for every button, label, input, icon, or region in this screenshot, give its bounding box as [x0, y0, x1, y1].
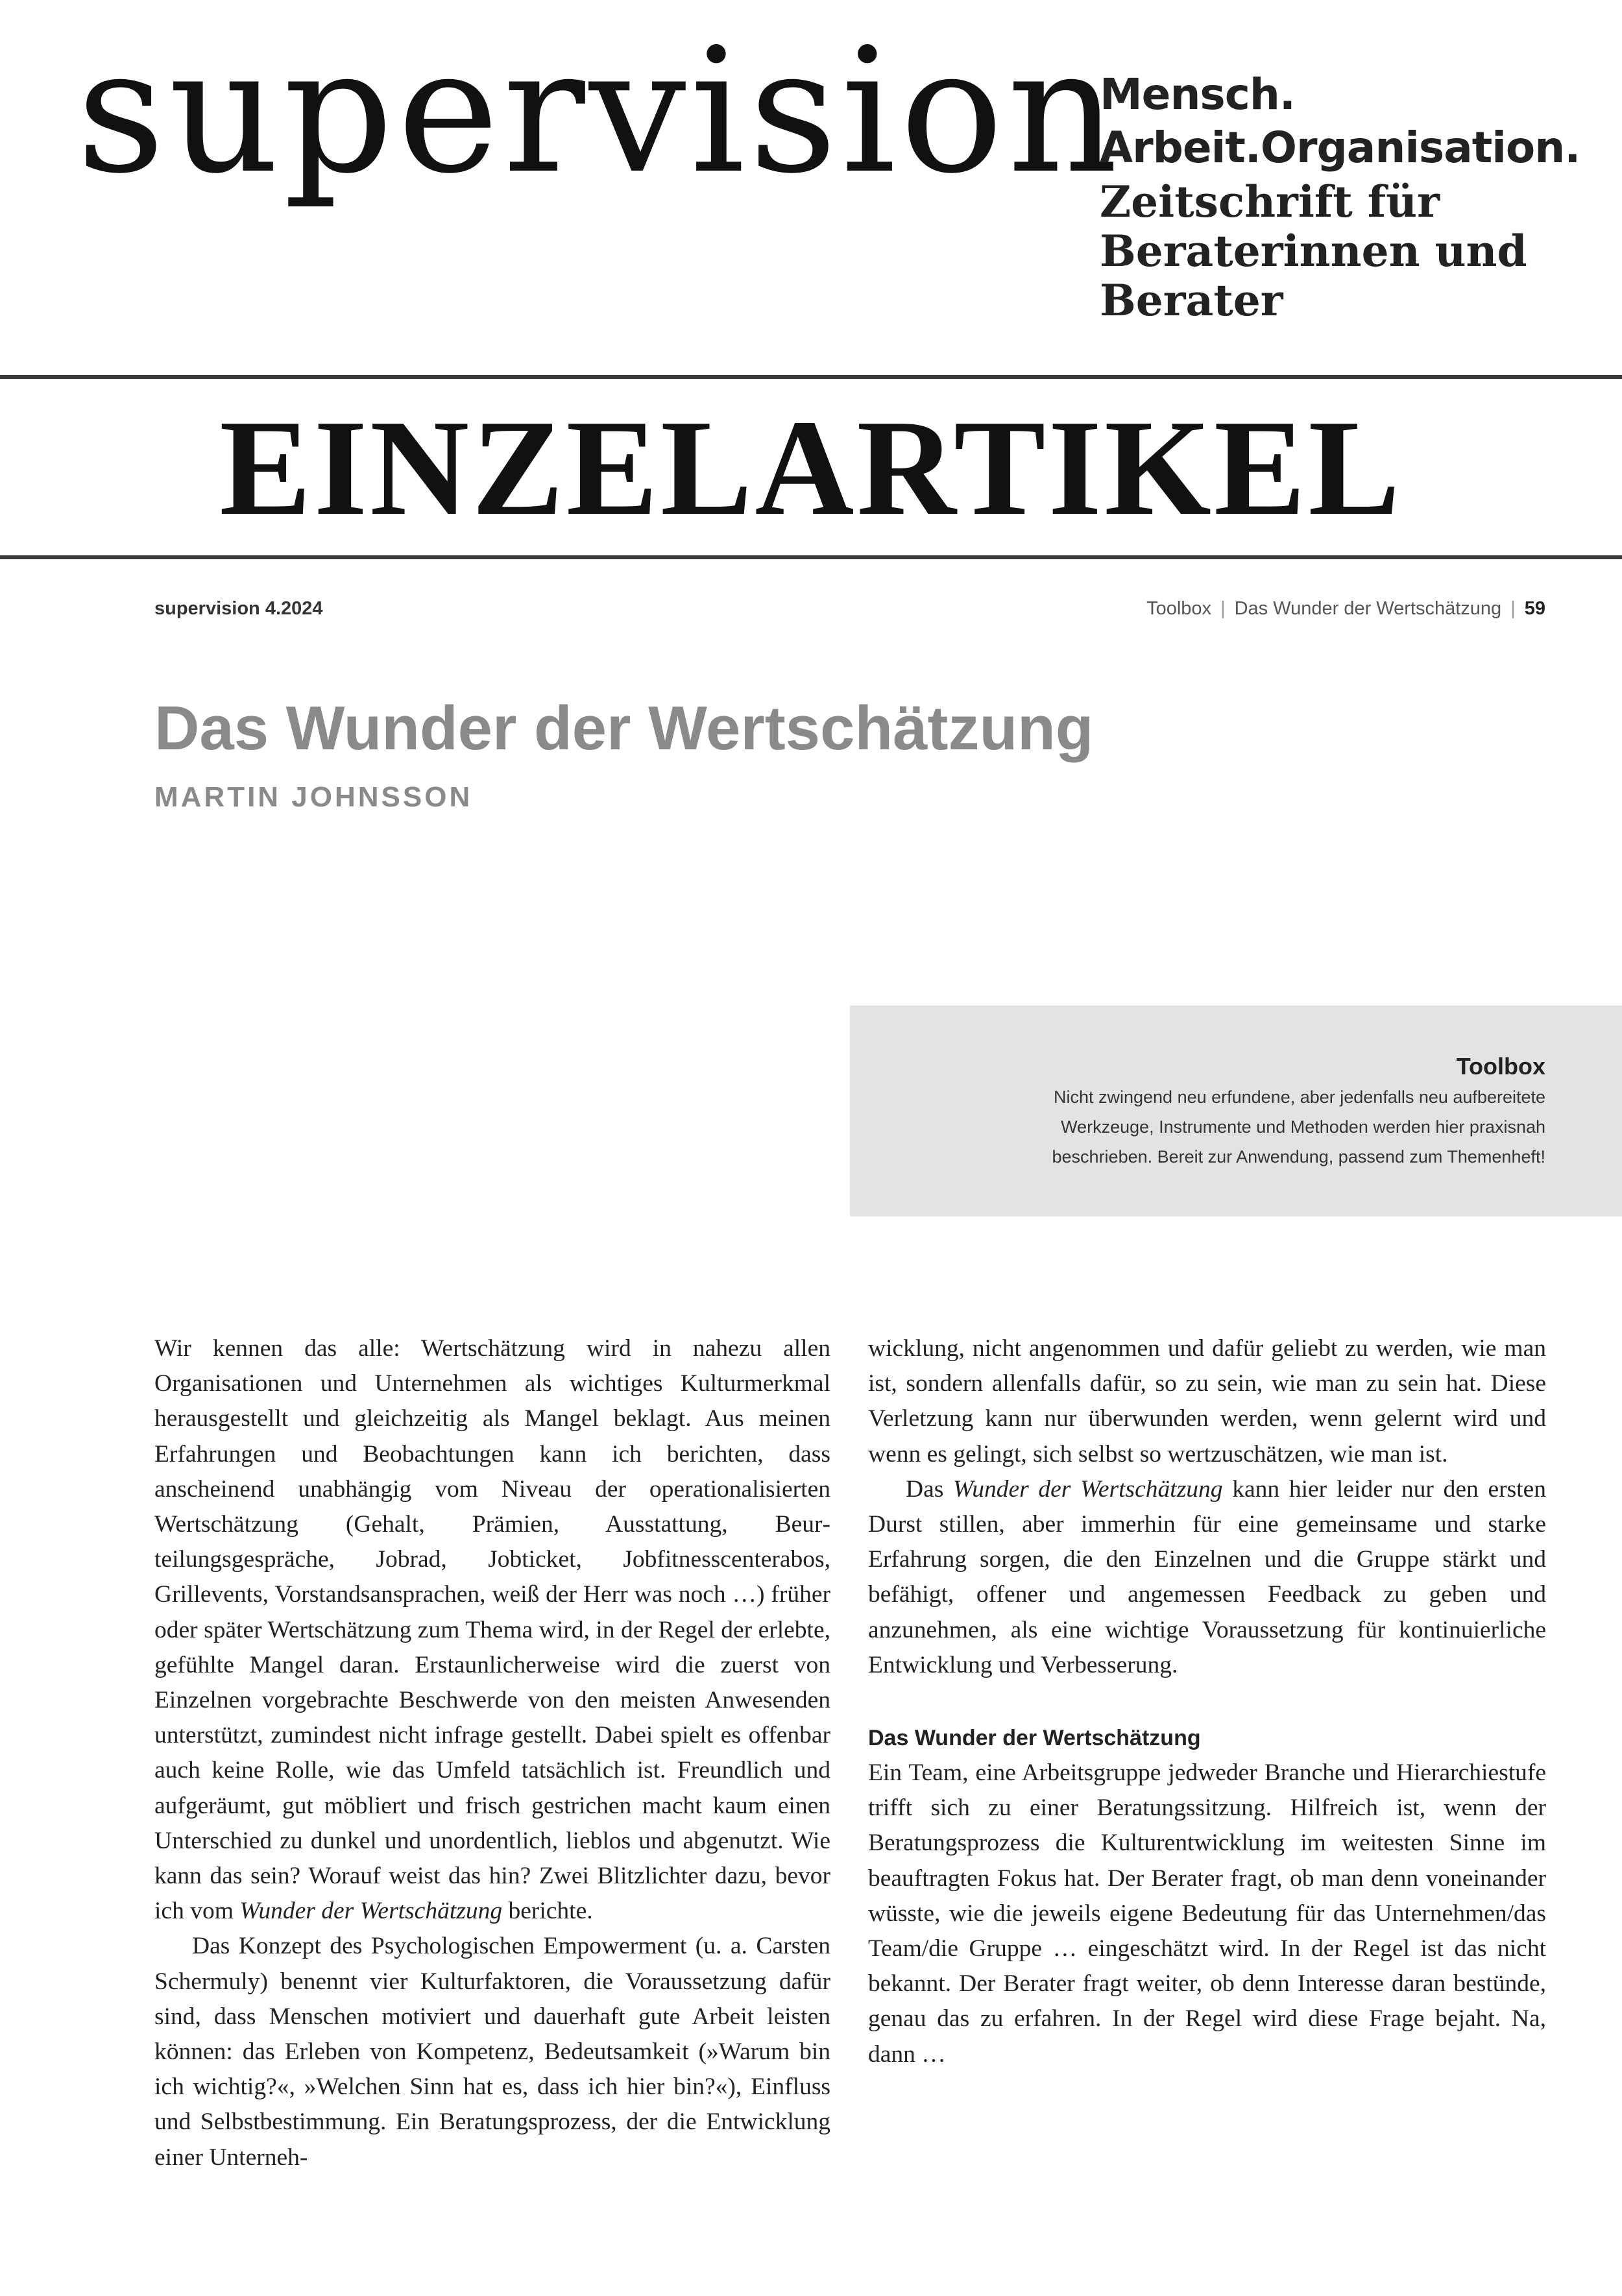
body-text: Das: [906, 1475, 954, 1503]
tagline-berater: Berater: [1100, 275, 1283, 326]
toolbox-text-line: Nicht zwingend neu erfundene, aber jedenfalls neu aufbereitete: [1053, 1087, 1545, 1107]
toolbox-box: [850, 1006, 1622, 1216]
tagline-mensch: Mensch.: [1100, 69, 1295, 119]
journal-tagline: [1100, 68, 1593, 325]
journal-logo: supervision: [77, 12, 1122, 211]
body-column-right: [868, 1331, 1546, 2072]
body-column-left: [154, 1331, 830, 2175]
page-number: 59: [1524, 598, 1545, 619]
body-emphasis: Wunder der Wertschätzung: [953, 1475, 1223, 1503]
body-paragraph: wicklung, nicht angenommen und dafür geliebt zu werden, wie man ist, sondern allenfalls dafür, so zu sein, wie man zu sein hat. Diese Verletzung kann nur überwunden werden, wenn gelernt wird und wenn es gelingt, sich selbst so wertzuschätzen, wie man ist.: [868, 1335, 1546, 1468]
tagline-arbeit-organisation: Arbeit.Organisation.: [1100, 123, 1580, 173]
body-paragraph: Ein Team, eine Arbeitsgruppe jedweder Branche und Hierarchiestufe trifft sich zu einer Beratungssitzung. Hilfreich ist, wenn der Beratungsprozess die Kulturentwicklung im weitesten Sinne im beauftragten Fokus hat. Der Berater fragt, ob man denn voneinander wüsste, wie die jeweils eigene Bedeutung für das Unternehmen/das Team/die Gruppe … eingeschätzt wird. In der Regel ist das nicht bekannt. Der Berater fragt weiter, ob denn Interesse daran bestünde, genau das zu erfahren. In der Regel wird diese Frage bejaht. Na, dann …: [868, 1759, 1546, 2068]
running-head-divider: |: [1220, 598, 1226, 619]
running-head-issue: supervision 4.2024: [154, 598, 323, 619]
tagline-zeitschrift: Zeitschrift für: [1100, 176, 1440, 227]
masthead: [0, 0, 1622, 376]
toolbox-text-line: beschrieben. Bereit zur Anwendung, passend zum Themenheft!: [1052, 1147, 1545, 1166]
body-emphasis: Wunder der Wertschätzung: [239, 1898, 503, 1925]
article-author: MARTIN JOHNSSON: [154, 781, 473, 813]
toolbox-text-line: Werkzeuge, Instrumente und Methoden werden hier praxisnah: [1061, 1117, 1545, 1137]
body-text: kann hier leider nur den ersten Durst stillen, aber immerhin für eine gemeinsame und starke Erfahrung sorgen, die den Einzelnen und die Gruppe stärkt und befähigt, offener und angemessen Feedback zu geben und anzunehmen, als eine wichtige Voraussetzung für kontinuierliche Entwicklung und Verbesserung.: [868, 1475, 1546, 1678]
einzelartikel-banner: EINZELARTIKEL: [219, 391, 1403, 544]
section-subheading: Das Wunder der Wertschätzung: [868, 1726, 1201, 1751]
running-head-divider: |: [1510, 598, 1516, 619]
running-head-right: [1146, 598, 1545, 620]
body-text: berichte.: [502, 1898, 593, 1925]
tagline-beraterinnen: Beraterinnen und: [1100, 226, 1527, 276]
page-bottom-fade: [0, 2232, 1622, 2296]
body-paragraph: [868, 1472, 1546, 1683]
toolbox-title: Toolbox: [1456, 1053, 1545, 1080]
body-paragraph: [154, 1331, 830, 1929]
article-title: Das Wunder der Wertschätzung: [154, 694, 1094, 763]
body-text: Wir kennen das alle: Wertschätzung wird in nahezu allen Organisationen und Unternehmen als wichtiges Kulturmerkmal herausgestellt und gleichzeitig als Mangel beklagt. Aus meinen Erfahrungen und Beobachtungen kann ich berichten, dass anscheinend unabhängig vom Niveau der operationalisierten Wertschätzung (Gehalt, Prämien, Ausstattung, Beurteilungsgespräche, Jobrad, Jobticket, Jobfitnesscenterabos, Grillevents, Vorstandsansprachen, weiß der Herr was noch …) früher oder später Wertschätzung zum Thema wird, in der Regel der erlebte, gefühlte Mangel daran. Erstaunlicherweise wird die zuerst von Einzelnen vorgebrachte Beschwerde von den meisten Anwesenden unterstützt, zumindest nicht infrage gestellt. Dabei spielt es offenbar auch keine Rolle, wie das Umfeld tatsächlich ist. Freundlich und aufgeräumt, gut möbliert und frisch gestrichen macht kaum einen Unterschied zu dunkel und unordentlich, lieblos und abgenutzt. Wie kann das sein? Worauf weist das hin? Zwei Blitzlichter dazu, bevor ich vom: [154, 1335, 830, 1925]
running-head-article: Das Wunder der Wertschätzung: [1234, 598, 1502, 619]
banner-bottom-rule: [0, 555, 1622, 559]
running-head-section: Toolbox: [1146, 598, 1212, 619]
body-paragraph: Das Konzept des Psychologischen Empowerment (u. a. Carsten Schermuly) benennt vier Kulturfaktoren, die Voraussetzung dafür sind, dass Menschen motiviert und dauerhaft gute Arbeit leisten können: das Erleben von Kompetenz, Bedeutsamkeit (»Warum bin ich wichtig?«, »Welchen Sinn hat es, dass ich hier bin?«), Einfluss und Selbstbestimmung. Ein Beratungsprozess, der die Entwicklung einer Unterneh-: [154, 1933, 830, 2171]
banner-top-rule: [0, 375, 1622, 379]
